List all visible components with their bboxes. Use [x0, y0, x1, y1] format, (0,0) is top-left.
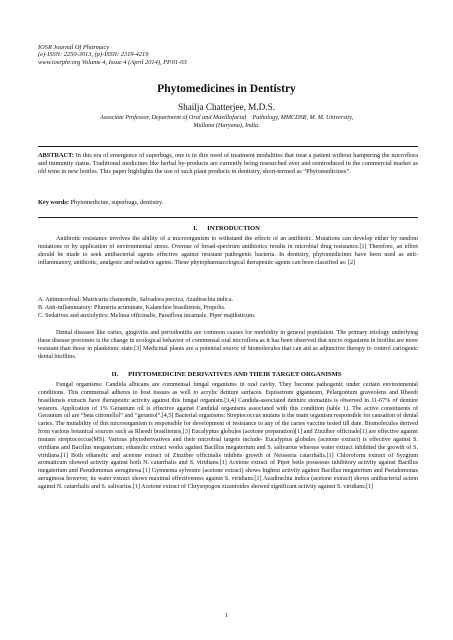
keywords-text: Phytomedicine, superbugs, dentistry. [68, 199, 164, 206]
abstract-block [38, 152, 418, 176]
paper-author: Shailja Chatterjee, M.D.S. [178, 102, 275, 112]
list-item: A. Antimicrobial: Matricaria chamomile, Salvadora percica, Azadirachta indica. [38, 297, 234, 303]
paper-title: Phytomedicines in Dentistry [157, 83, 296, 95]
phytomedicine-para [38, 382, 418, 492]
affiliation-line-2: Mullana (Haryana), India. [193, 121, 260, 129]
keywords-label: Key words: [38, 199, 69, 206]
section-heading-introduction: I. INTRODUCTION [193, 225, 260, 232]
journal-header [38, 44, 187, 66]
journal-issn: (e)-ISSN: 2250-3013, (p)-ISSN: 2319-4219 [38, 51, 149, 59]
journal-name: IOSR Journal Of Pharmacy [38, 44, 110, 51]
affiliation-line-1: Associate Professor, Department of Oral and Maxillofacial Pathology, MMCDSR, M. M. University, [99, 114, 354, 121]
classification-list [38, 297, 418, 321]
list-item: C. Sedatives and anxiolytics: Melissa officinalis, Passiflora incarnale, Piper majthsticum. [38, 312, 256, 319]
introduction-text-1: Antibiotic resistance involves the ability of a microorganism to withstand the effects of an antibiotic. Mutations can develop either by random mutations or by application of environmental stress. Overuse of broad-spectrum antibiotics results in microbial drug resistance.[1] Therefore, an effort should be made to seek antibacterial agents effective against resistant pathogenic bacteria. In dentistry, phytomedicines have been used as anti-inflammatory, antibiotic, analgesic and sedative agents. These phytopharmacological therapeutic agents can been classified as: [2] [38, 236, 418, 266]
section-heading-phytomedicine: II. PHYTOMEDICINE DERIVATIVES AND THEIR TARGET ORGANISMS [111, 371, 342, 378]
journal-volume: www.iosrphr.org Volume 4, Issue 4 (April 2014), PP.01-03 [38, 58, 187, 66]
introduction-para-1 [38, 236, 418, 267]
abstract-text: In this era of emergence of superbugs, one is in dire need of treatment modalities that treat a patient without hampering the microflora and immunity status. Traditional medicines like herbal by-products are currently being researched over and reintroduced in the commercial market as old wine in new bottles. This paper highlights the use of such plant products in dentistry, short-termed as “Phytomedicines”. [38, 152, 418, 176]
introduction-text-2: Dental diseases like caries, gingivitis and periodontitis are common causes for morbidity in general population. The primary etiology underlying these disease processes is the change in ecological behavior of commensal oral microflora as it has been observed that micro organisms in biofilm are more resistant than those in planktonic state.[3] Medicinal plants are a potential source of biomolecules that can aid as adjunctive therapy to control cariogenic dental biofilms. [38, 330, 418, 360]
page-number: 1 [224, 612, 229, 619]
phytomedicine-text: Fungal organisms: Candida albicans are commensal fungal organisms in oral cavity. They become pathogenic under certain environmental conditions. This commensal adheres to host tissues as well to acrylic denture surfaces. Equisetrum giganteum, Pelargonium graveolens and Rheedi brasiliensis extracts have therapeutic activity against this fungal organism.[3,4] Candida-associated denture stomatitis is observed in 11-67% of denture wearers. Application of 1% Geranium oil is effective against Candidal organisms associated with this condition (table 1). The active constituents of Geranium oil are “beta citronellol” and “geraniol”.[4,5] Bacterial organisms: Streptococcus mutans is the main organism responsible for causation of dental caries. The mutability of this microorganism is responsible for development of resistance to any of the caries vaccine tested till date. Biomolecules derived from various botanical sources such as Rheedi brasiliensis,[3] Eucalyptus globules (acetone preparation)[1] and Zinziber officinale[1] are effective against mutans streptococcus(MS). Various phytoderivatives and their microbial targets include- Eucalyptus globules (acetone extract) is effective against S. viridians and Bacillus megaterium; ethanolic extract works against Bacillus megaterium and S. salivarius whereas water extract inhibited the growth of S. viridians.[1] Both ethanolic and acetone extract of Zinziber officinalis inhibits growth of Neisseria catarrhalis.[1] Chloroform extract of Syzgium aromaticum showed activity against both N. catarrhalis and S. viridians.[1] Acetone extract of Piper betle possesses inhibitory activity against Bacillus megaterium and Pseudomonas aeruginosa.[1] Gymnema sylvestre (acetone extract) shows highest activity against Bacillus megaterium and Pseudomonas aeruginosa however, its water extract shows maximal effectiveness against S. viridians.[1] Azadirachta indica (acetone extract) shows antibacterial action against N. catarrhalis and S. salivarius.[1] Acetone extract of Chrysopogon zizanioides showed significant activity against S. viridians.[1] [38, 382, 418, 490]
list-item: B. Anti-inflammatory: Plumeria acuminate, Kalanchoe brasiliensis, Propolis. [38, 304, 226, 311]
abstract-bottom-rule [38, 217, 418, 218]
abstract-label: ABSTRACT: [38, 152, 74, 159]
abstract-top-rule [38, 146, 418, 147]
keywords-block [38, 199, 418, 207]
introduction-para-2 [38, 330, 418, 361]
author-affiliation [60, 114, 393, 129]
